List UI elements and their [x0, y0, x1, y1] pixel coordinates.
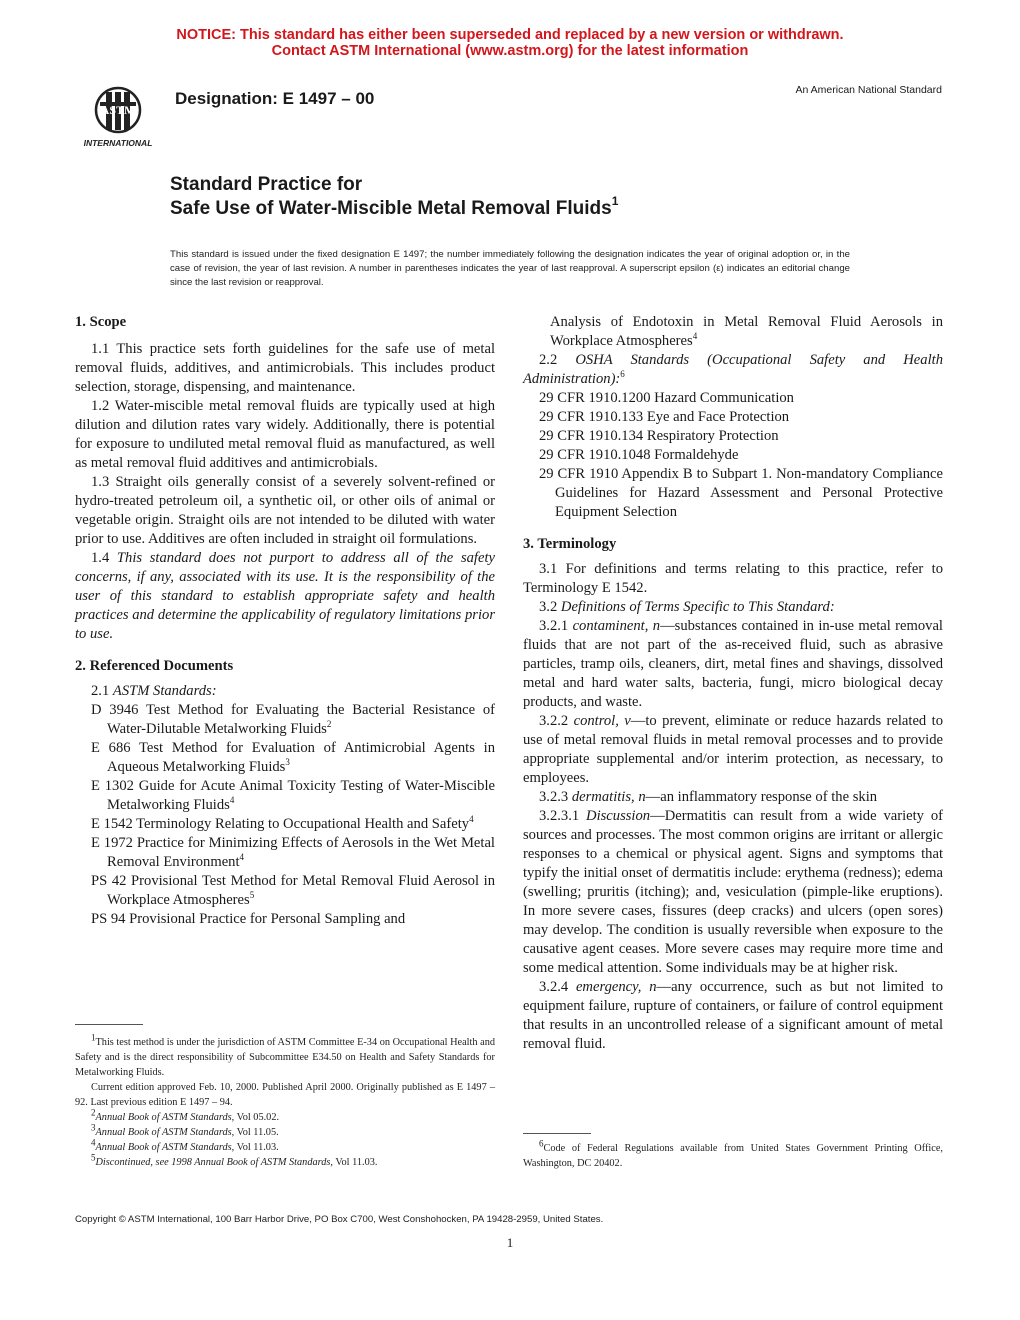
ref-item	[75, 701, 495, 739]
para-3-1: 3.1 For definitions and terms relating to this practice, refer to Terminology E 1542.	[523, 561, 943, 596]
para-3-2-3-num: 3.2.3	[539, 789, 569, 805]
para-2-1-num: 2.1	[91, 683, 110, 699]
ref-text: E 1542 Terminology Relating to Occupational Health and Safety	[91, 816, 470, 832]
cfr-item: 29 CFR 1910.1200 Hazard Communication	[539, 390, 794, 406]
logo-text: ASTM	[100, 103, 136, 117]
para-3-2-1-text: —substances contained in in-use metal removal fluids that are not part of the as-received fluid, such as abrasive particles, tramp oils, cleaners, dirt, metal fines and shavings, dissolved metal and hard water salts, bacteria, fungi, micro biological decay products, and waste.	[523, 618, 943, 710]
fn4-italic: Annual Book of ASTM Standards	[95, 1142, 232, 1153]
ref-fn: 3	[285, 757, 290, 768]
ref-continued	[523, 313, 943, 351]
cfr-item: 29 CFR 1910 Appendix B to Subpart 1. Non-mandatory Compliance Guidelines for Hazard Assessment and Personal Protective Equipment Selection	[539, 466, 943, 520]
cfr-item: 29 CFR 1910.133 Eye and Face Protection	[539, 409, 790, 425]
para-3-2-3	[523, 788, 943, 807]
ref-fn: 4	[239, 852, 245, 863]
title-line-2	[170, 193, 619, 220]
issued-note: This standard is issued under the fixed designation E 1497; the number immediately following the designation indicates the year of original adoption or, in the case of revision, the year of last revision. A number in parentheses indicates the year of last reapproval. A superscript epsilon (ε) indicates an editorial change since the last revision or reapproval.	[170, 249, 850, 288]
footnote-1b: Current edition approved Feb. 10, 2000. Published April 2000. Originally published as E 1497 – 92. Last previous edition E 1497 – 94.	[75, 1082, 495, 1108]
fn5-mark: 5	[91, 1152, 96, 1163]
para-1-3: 1.3 Straight oils generally consist of a severely solvent-refined or hydro-treated petroleum oil, a synthetic oil, or other oils of animal or vegetable origin. Straight oils are not intended to be diluted with water prior to use. Additives are often included in straight oil formulations.	[75, 474, 495, 547]
para-2-1-text: ASTM Standards:	[112, 683, 217, 699]
section-2-heading: 2. Referenced Documents	[75, 658, 234, 674]
ref-text: E 686 Test Method for Evaluation of Antimicrobial Agents in Aqueous Metalworking Fluids	[91, 740, 495, 775]
footnote-5	[75, 1152, 495, 1170]
ref-fn: 2	[326, 719, 332, 730]
footnote-3	[75, 1122, 495, 1140]
para-1-2: 1.2 Water-miscible metal removal fluids are typically used at high dilution and dilution rates vary widely. Additionally, there is potential for exposure to undiluted metal removal fluid as manufactured, as well as metal removal fluid additives and antimicrobials.	[75, 398, 495, 471]
left-column	[75, 313, 495, 929]
para-1-4-num: 1.4	[91, 550, 110, 566]
para-3-2-3-text: —an inflammatory response of the skin	[645, 789, 878, 805]
para-3-2-1	[523, 617, 943, 712]
footnote-rule-right	[523, 1133, 591, 1134]
para-2-2-fn: 6	[620, 369, 625, 380]
para-3-2-2-num: 3.2.2	[539, 713, 569, 729]
para-3-2-3-1-term: Discussion	[586, 808, 651, 824]
title-line-1: Standard Practice for	[170, 174, 363, 195]
fn5-text: , Vol 11.03.	[330, 1157, 378, 1168]
ref-item	[75, 777, 495, 815]
para-3-2-2-term: control, v	[573, 713, 631, 729]
para-3-2-3-1	[523, 807, 943, 978]
title-main: Safe Use of Water-Miscible Metal Removal Fluids	[170, 198, 612, 219]
fn4-mark: 4	[91, 1137, 96, 1148]
notice-line-1: NOTICE: This standard has either been superseded and replaced by a new version or withdrawn.	[176, 27, 844, 43]
american-national-standard: An American National Standard	[795, 84, 942, 96]
ref-item	[75, 739, 495, 777]
fn4-text: , Vol 11.03.	[231, 1142, 279, 1153]
para-3-2	[523, 598, 943, 617]
para-2-2-num: 2.2	[539, 352, 558, 368]
para-2-2	[523, 351, 943, 389]
para-3-2-3-term: dermatitis, n	[571, 789, 646, 805]
fn2-mark: 2	[91, 1107, 96, 1118]
ref-text: PS 94 Provisional Practice for Personal Sampling and	[91, 911, 406, 927]
ref-text: D 3946 Test Method for Evaluating the Bacterial Resistance of Water-Dilutable Metalworking Fluids	[91, 702, 495, 737]
para-3-2-3-1-text: —Dermatitis can result from a wide variety of sources and processes. The most common origins are irritant or allergic responses to a chemical or physical agent. Signs and symptoms that typify the initial onset of dermatitis include: erythema (redness); edema (swelling; pruritis (itching); and, vesiculation (pimple-like eruptions). In more severe cases, fissures (deep cracks) and ulcers (open sores) may develop. The condition is usually reversible when exposure to the causative agent ceases. More severe cases may require more time and some medical attention. Some individuals may be at higher risk.	[523, 808, 943, 976]
footnotes-right	[523, 1138, 943, 1171]
ref-item	[75, 815, 495, 834]
fn2-italic: Annual Book of ASTM Standards	[95, 1112, 232, 1123]
fn3-text: , Vol 11.05.	[231, 1127, 279, 1138]
para-3-2-4	[523, 978, 943, 1054]
para-3-2-4-text: —any occurrence, such as but not limited to equipment failure, rupture of containers, or failure of control equipment that results in an uncontrolled release of a significant amount of metal removal fluid.	[523, 979, 944, 1052]
para-3-2-2-text: —to prevent, eliminate or reduce hazards related to use of metal removal fluids in metal removal processes and to provide appropriate supplemental and/or interim protection, as necessary, to employees.	[523, 713, 944, 786]
ref-text: E 1302 Guide for Acute Animal Toxicity Testing of Water-Miscible Metalworking Fluids	[91, 778, 495, 813]
footnotes-left	[75, 1032, 495, 1170]
fn1-text: This test method is under the jurisdiction of ASTM Committee E-34 on Occupational Health and Safety and is the direct responsibility of Subcommittee E34.50 on Health and Safety Standards for Metalworking Fluids.	[75, 1037, 495, 1078]
cfr-item: 29 CFR 1910.1048 Formaldehyde	[539, 447, 739, 463]
para-3-2-4-num: 3.2.4	[539, 979, 569, 995]
para-2-1	[75, 682, 495, 701]
fn1-mark: 1	[91, 1032, 96, 1043]
ref-fn: 5	[249, 890, 255, 901]
notice-line-2: Contact ASTM International (www.astm.org) for the latest information	[271, 43, 749, 59]
ref-item	[75, 834, 495, 872]
para-3-2-text: Definitions of Terms Specific to This Standard:	[560, 599, 835, 615]
designation: Designation: E 1497 – 00	[175, 89, 375, 108]
footnote-4	[75, 1137, 495, 1155]
cfr-item: 29 CFR 1910.134 Respiratory Protection	[539, 428, 779, 444]
ref-item	[75, 872, 495, 910]
para-1-1: 1.1 This practice sets forth guidelines for the safe use of metal removal fluids, additives, and antimicrobials. This includes product selection, storage, dispensing, and maintenance.	[75, 341, 495, 395]
section-3-heading: 3. Terminology	[523, 536, 617, 552]
para-2-2-text: OSHA Standards (Occupational Safety and Health Administration):	[523, 352, 943, 387]
fn5-italic: Discontinued, see 1998 Annual Book of ASTM Standards	[95, 1157, 331, 1168]
section-1-heading: 1. Scope	[75, 314, 127, 330]
fn6-mark: 6	[539, 1138, 544, 1149]
ref-item	[75, 910, 495, 929]
ref-cont-fn: 4	[692, 331, 698, 342]
para-3-2-num: 3.2	[539, 599, 558, 615]
title-footnote-mark: 1	[611, 193, 619, 208]
ref-text: PS 42 Provisional Test Method for Metal Removal Fluid Aerosol in Workplace Atmospheres	[91, 873, 495, 908]
right-column	[523, 313, 943, 1054]
ref-fn: 4	[229, 795, 235, 806]
para-3-2-3-1-num: 3.2.3.1	[539, 808, 580, 824]
footnote-1	[75, 1032, 495, 1080]
fn2-text: , Vol 05.02.	[231, 1112, 280, 1123]
fn3-mark: 3	[91, 1122, 96, 1133]
para-3-2-2	[523, 712, 943, 788]
para-1-4-text: This standard does not purport to address all of the safety concerns, if any, associated with its use. It is the responsibility of the user of this standard to establish appropriate safety and health practices and determine the applicability of regulatory limitations prior to use.	[75, 550, 495, 642]
ref-cont-text: Analysis of Endotoxin in Metal Removal Fluid Aerosols in Workplace Atmospheres	[550, 314, 943, 349]
fn6-text: Code of Federal Regulations available from United States Government Printing Office, Washington, DC 20402.	[523, 1143, 943, 1169]
para-3-2-4-term: emergency, n	[575, 979, 657, 995]
logo-subtext: INTERNATIONAL	[83, 138, 153, 148]
footnote-6	[523, 1138, 943, 1171]
copyright: Copyright © ASTM International, 100 Barr Harbor Drive, PO Box C700, West Conshohocken, PA 19428-2959, United States.	[75, 1214, 604, 1225]
ref-text: E 1972 Practice for Minimizing Effects of Aerosols in the Wet Metal Removal Environment	[91, 835, 495, 870]
astm-logo	[76, 80, 160, 150]
ref-fn: 4	[469, 814, 474, 825]
footnote-2	[75, 1107, 495, 1125]
footnote-rule-left	[75, 1024, 143, 1025]
para-3-2-1-num: 3.2.1	[539, 618, 569, 634]
fn3-italic: Annual Book of ASTM Standards	[95, 1127, 232, 1138]
para-1-4	[75, 549, 495, 644]
para-3-2-1-term: contaminent, n	[572, 618, 661, 634]
page-number: 1	[506, 1235, 514, 1250]
